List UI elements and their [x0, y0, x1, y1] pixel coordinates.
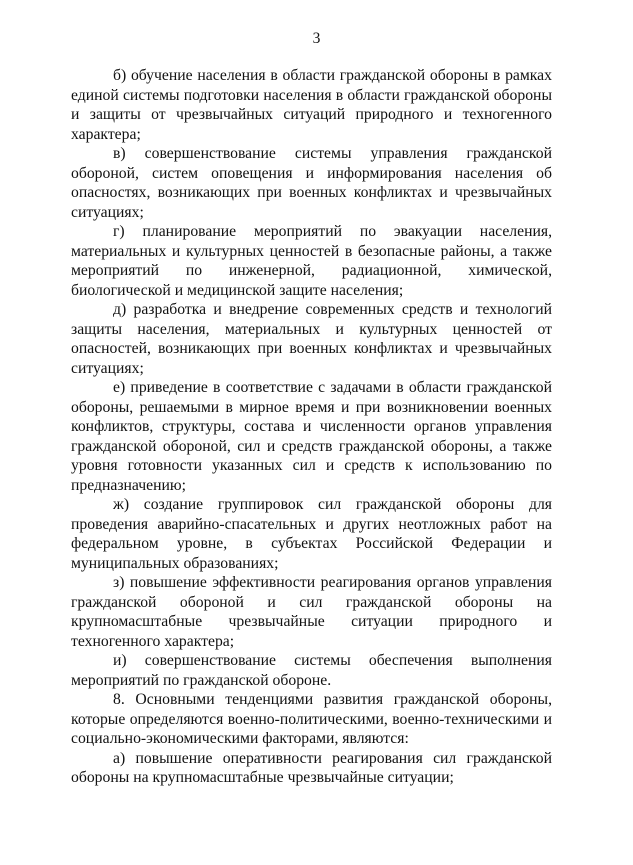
paragraph-g: г) планирование мероприятий по эвакуации населения, материальных и культурных ценностей в безопасные районы, а также мероприятий по инженерной, радиационной, химической, биологической и медицинской защите населения; [71, 223, 552, 299]
paragraph-z: з) повышение эффективности реагирования органов управления гражданской обороной и сил гражданской обороны на крупномасштабные чрезвычайные ситуации природного и техногенного характера; [71, 574, 552, 650]
paragraph-zh: ж) создание группировок сил гражданской обороны для проведения аварийно-спасательных и других неотложных работ на федеральном уровне, в субъектах Российской Федерации и муниципальных образованиях; [71, 496, 552, 572]
page-number: 3 [312, 30, 321, 47]
paragraph-i: и) совершенствование системы обеспечения выполнения мероприятий по гражданской обороне. [71, 652, 552, 689]
document-body [71, 66, 552, 788]
paragraph-8: 8. Основными тенденциями развития гражданской обороны, которые определяются военно-политическими, военно-техническими и социально-экономическими факторами, являются: [71, 691, 552, 747]
paragraph-e: е) приведение в соответствие с задачами в области гражданской обороны, решаемыми в мирное время и при возникновении военных конфликтов, структуры, состава и численности органов управления гражданской обороной, сил и средств гражданской обороны, а также уровня готовности указанных сил и средств к использованию по предназначению; [71, 379, 552, 494]
paragraph-a: а) повышение оперативности реагирования сил гражданской обороны на крупномасштабные чрезвычайные ситуации; [71, 749, 552, 786]
paragraph-b: б) обучение населения в области гражданской обороны в рамках единой системы подготовки населения в области гражданской обороны и защиты от чрезвычайных ситуаций природного и техногенного характера; [71, 67, 552, 143]
paragraph-d: д) разработка и внедрение современных средств и технологий защиты населения, материальных и культурных ценностей от опасностей, возникающих при военных конфликтах и чрезвычайных ситуациях; [71, 301, 552, 377]
paragraph-v: в) совершенствование системы управления гражданской обороной, систем оповещения и информирования населения об опасностях, возникающих при военных конфликтах и чрезвычайных ситуациях; [71, 145, 552, 221]
